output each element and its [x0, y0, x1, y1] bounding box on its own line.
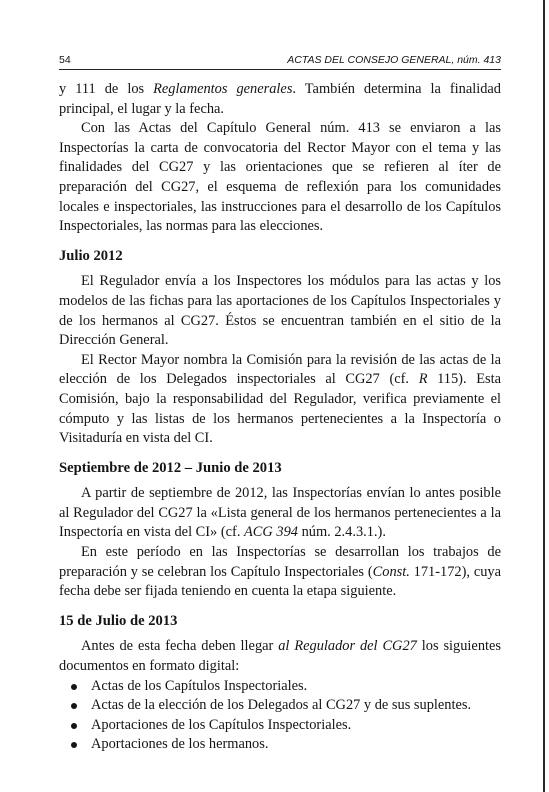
- bullet-icon: [71, 703, 77, 709]
- list-item: Aportaciones de los Capítulos Inspectoriales.: [59, 716, 501, 736]
- header-rule: [59, 69, 501, 70]
- paragraph-capitulos-inspectoriales: En este período en las Inspectorías se desarrollan los trabajos de preparación y se celebran los Capítulo Inspectoriales (Const. 171-172), cuya fecha debe ser fijada teniendo en cuenta la etapa siguiente.: [59, 544, 502, 600]
- paragraph-regulador-modulos: El Regulador envía a los Inspectores los módulos para las actas y los modelos de las fichas para las aportaciones de los Capítulos Inspectoriales y de los hermanos al CG27. Éstos se encuentran también en el sitio de la Dirección General.: [59, 273, 501, 349]
- running-header: [59, 53, 501, 67]
- list-item: Actas de los Capítulos Inspectoriales.: [59, 677, 501, 697]
- italic-reference: Const.: [372, 563, 410, 580]
- italic-reference: R: [418, 371, 428, 388]
- paragraph-comision-revision: El Rector Mayor nombra la Comisión para la revisión de las actas de la elección de los Delegados inspectoriales al CG27 (cf. R 115). Esta Comisión, bajo la responsabilidad del Regulador, verifica previamente el cómputo y las listas de los hermanos pertenecientes a la Inspectoría o Visitaduría en vista del CI.: [59, 351, 501, 447]
- section-heading-15-julio-2013: 15 de Julio de 2013: [59, 612, 178, 629]
- section-heading-septiembre-junio: Septiembre de 2012 – Junio de 2013: [59, 459, 282, 476]
- list-item: Actas de la elección de los Delegados al CG27 y de sus suplentes.: [59, 696, 501, 716]
- body-text: [59, 80, 501, 755]
- bullet-icon: [71, 684, 77, 690]
- italic-reference: Reglamentos generales: [153, 81, 293, 97]
- document-list: [59, 677, 501, 755]
- paragraph-documentos-digitales: Antes de esta fecha deben llegar al Regulador del CG27 los siguientes documentos en formato digital:: [59, 638, 501, 675]
- paragraph-actas-413: Con las Actas del Capítulo General núm. 413 se enviaron a las Inspectorías la carta de convocatoria del Rector Mayor con el tema y las finalidades del CG27 y las orientaciones que se refieren al íter de preparación del CG27, el esquema de reflexión para los comunidades locales e inspectoriales, las instrucciones para el desarrollo de los Capítulos Inspectoriales, las normas para las elecciones.: [59, 120, 501, 235]
- bullet-icon: [71, 723, 77, 729]
- section-heading-julio-2012: Julio 2012: [59, 247, 123, 264]
- bullet-icon: [71, 742, 77, 748]
- page-edge-line: [543, 0, 545, 792]
- italic-reference: ACG 394: [244, 524, 298, 541]
- paragraph-lista-general: A partir de septiembre de 2012, las Inspectorías envían lo antes posible al Regulador del CG27 la «Lista general de los hermanos pertenecientes a la Inspectoría en vista del CI» (cf. ACG 394 núm. 2.4.3.1.).: [59, 485, 501, 541]
- list-item: Aportaciones de los hermanos.: [59, 735, 501, 755]
- paragraph-continuation: y 111 de los Reglamentos generales. También determina la finalidad principal, el lugar y la fecha.: [59, 81, 501, 117]
- page-number: 54: [59, 54, 71, 66]
- running-title: ACTAS DEL CONSEJO GENERAL, núm. 413: [287, 54, 501, 66]
- italic-reference: al Regulador del CG27: [278, 638, 417, 655]
